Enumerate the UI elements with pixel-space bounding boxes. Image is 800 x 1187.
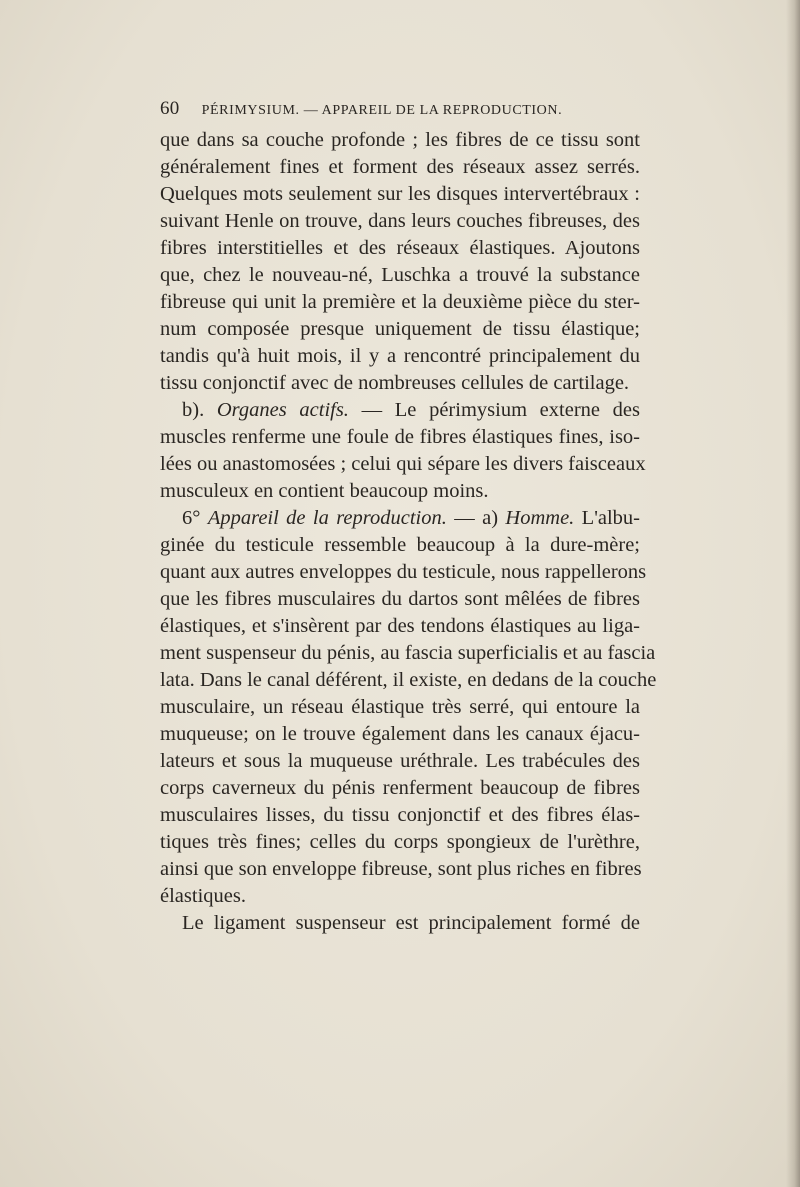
text-line: que, chez le nouveau-né, Luschka a trouvé la substance [160, 264, 640, 286]
text-line: quant aux autres enveloppes du testicule, nous rappellerons [160, 561, 647, 583]
text-line: lées ou anastomosées ; celui qui sépare les divers faisceaux [160, 453, 646, 475]
paragraph-1 [160, 127, 640, 397]
text-line: lateurs et sous la muqueuse uréthrale. Les trabécules des [160, 750, 640, 772]
running-head: PÉRIMYSIUM. — APPAREIL DE LA REPRODUCTION. [201, 103, 563, 118]
text-line: tandis qu'à huit mois, il y a rencontré principalement du [160, 345, 640, 367]
body-text [160, 127, 657, 937]
text-line: muscles renferme une foule de fibres élastiques fines, iso- [160, 426, 640, 448]
section-heading: Appareil de la reproduction. [207, 507, 447, 529]
text-line: corps caverneux du pénis renferment beaucoup de fibres [160, 777, 640, 799]
section-marker: b). [182, 399, 205, 421]
text-line: ment suspenseur du pénis, au fascia superficialis et au fascia [160, 642, 656, 664]
text-line: ginée du testicule ressemble beaucoup à la dure-mère; [160, 534, 640, 556]
paragraph-3 [160, 505, 657, 910]
text-line-first [160, 505, 640, 532]
text-line: num composée presque uniquement de tissu élastique; [160, 318, 640, 340]
text-line: Quelques mots seulement sur les disques intervertébraux : [160, 183, 640, 205]
subsection-heading: Homme. [505, 507, 575, 529]
text-fragment: L'albu- [581, 507, 641, 529]
text-line: muqueuse; on le trouve également dans les canaux éjacu- [160, 723, 640, 745]
text-line-first [160, 397, 640, 424]
text-line: musculeux en contient beaucoup moins. [160, 480, 489, 502]
text-line: que les fibres musculaires du dartos sont mêlées de fibres [160, 588, 640, 610]
page-header [160, 98, 640, 122]
section-number: 6° [182, 507, 201, 529]
paragraph-2 [160, 397, 646, 505]
text-line: tiques très fines; celles du corps spongieux de l'urèthre, [160, 831, 640, 853]
text-line: fibres interstitielles et des réseaux élastiques. Ajoutons [160, 237, 640, 259]
section-heading: Organes actifs. [216, 399, 349, 421]
text-line: ainsi que son enveloppe fibreuse, sont plus riches en fibres [160, 858, 642, 880]
text-line: tissu conjonctif avec de nombreuses cellules de cartilage. [160, 372, 630, 394]
text-line: élastiques. [160, 885, 246, 907]
text-line: musculaire, un réseau élastique très serré, qui entoure la [160, 696, 640, 718]
text-line: lata. Dans le canal déférent, il existe, en dedans de la couche [160, 669, 657, 691]
text-fragment: — a) [454, 507, 499, 529]
text-line: suivant Henle on trouve, dans leurs couches fibreuses, des [160, 210, 640, 232]
page-number: 60 [160, 98, 180, 119]
text-line: Le ligament suspenseur est principalement formé de [182, 912, 640, 934]
text-fragment: — Le périmysium externe des [361, 399, 640, 421]
text-line: que dans sa couche profonde ; les fibres de ce tissu sont [160, 129, 640, 151]
text-line: généralement fines et forment des réseaux assez serrés. [160, 156, 640, 178]
text-line: fibreuse qui unit la première et la deuxième pièce du ster- [160, 291, 640, 313]
text-line: élastiques, et s'insèrent par des tendons élastiques au liga- [160, 615, 640, 637]
text-line: musculaires lisses, du tissu conjonctif et des fibres élas- [160, 804, 640, 826]
page-edge-shadow [786, 0, 800, 1187]
paragraph-4 [160, 910, 640, 937]
